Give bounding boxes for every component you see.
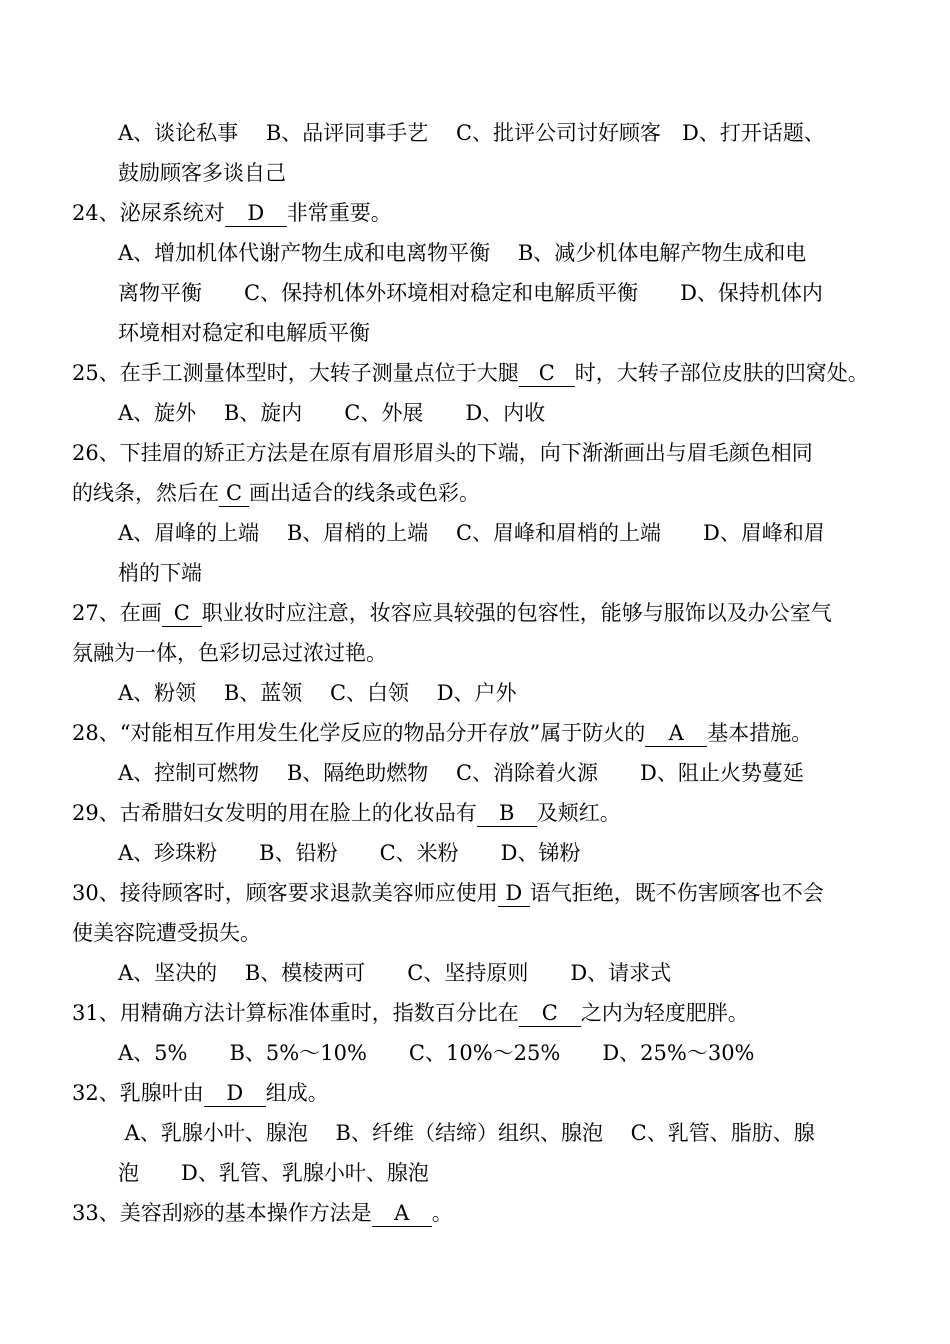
line-text: 梢的下端	[118, 561, 202, 585]
line-text: A、控制可燃物 B、隔绝助燃物 C、消除着火源 D、阻止火势蔓延	[118, 761, 804, 785]
line-text: 语气拒绝，既不伤害顾客也不会	[529, 881, 824, 905]
line-text: 26、下挂眉的矫正方法是在原有眉形眉头的下端，向下渐渐画出与眉毛颜色相同	[72, 441, 813, 465]
line-text: 及颊红。	[536, 801, 621, 825]
text-line	[72, 718, 812, 748]
text-line	[118, 1118, 815, 1148]
text-line	[72, 438, 813, 468]
text-line	[72, 998, 749, 1028]
answer-blank: A	[645, 720, 707, 747]
text-line	[118, 678, 517, 708]
line-text: 28、“对能相互作用发生化学反应的物品分开存放”属于防火的	[72, 721, 646, 745]
line-text: 32、乳腺叶由	[72, 1081, 204, 1105]
answer-blank: B	[477, 800, 537, 827]
line-text: A、增加机体代谢产物生成和电离物平衡 B、减少机体电解产物生成和电	[118, 241, 807, 265]
line-text: 25、在手工测量体型时，大转子测量点位于大腿	[72, 361, 519, 385]
text-line	[72, 638, 387, 668]
line-text: 氛融为一体，色彩切忌过浓过艳。	[72, 641, 387, 665]
line-text: 时，大转子部位皮肤的凹窝处。	[574, 361, 869, 385]
text-line	[118, 758, 804, 788]
text-line	[118, 838, 581, 868]
line-text: 33、美容刮痧的基本操作方法是	[72, 1201, 372, 1225]
line-text: 30、接待顾客时，顾客要求退款美容师应使用	[72, 881, 498, 905]
line-text: 非常重要。	[286, 201, 392, 225]
line-text: 之内为轻度肥胖。	[580, 1001, 749, 1025]
text-line	[72, 358, 869, 388]
text-line	[72, 1198, 453, 1228]
line-text: 离物平衡 C、保持机体外环境相对稳定和电解质平衡 D、保持机体内	[118, 281, 823, 305]
line-text: 组成。	[265, 1081, 329, 1105]
text-line	[118, 958, 671, 988]
line-text: 的线条，然后在	[72, 481, 219, 505]
answer-blank: D	[225, 200, 287, 227]
text-line	[118, 1038, 755, 1068]
line-text: 泡 D、乳管、乳腺小叶、腺泡	[118, 1161, 429, 1185]
line-text: A、5% B、5%～10% C、10%～25% D、25%～30%	[118, 1041, 755, 1065]
text-line	[72, 198, 392, 228]
line-text: 31、用精确方法计算标准体重时，指数百分比在	[72, 1001, 519, 1025]
line-text: A、谈论私事 B、品评同事手艺 C、批评公司讨好顾客 D、打开话题、	[118, 121, 825, 145]
line-text: A、珍珠粉 B、铅粉 C、米粉 D、锑粉	[118, 841, 581, 865]
line-text: A、坚决的 B、模棱两可 C、坚持原则 D、请求式	[118, 961, 672, 985]
line-text: A、粉领 B、蓝领 C、白领 D、户外	[118, 681, 517, 705]
text-line	[118, 318, 370, 348]
line-text: 基本措施。	[707, 721, 813, 745]
text-line	[72, 598, 832, 628]
text-line	[118, 118, 825, 148]
answer-blank: A	[372, 1200, 432, 1227]
line-text: A、旋外 B、旋内 C、外展 D、内收	[118, 401, 546, 425]
text-line	[118, 278, 823, 308]
text-line	[118, 158, 286, 188]
answer-blank: C	[219, 480, 249, 507]
answer-blank: D	[204, 1080, 266, 1107]
line-text: 环境相对稳定和电解质平衡	[118, 321, 370, 345]
line-text: 画出适合的线条或色彩。	[249, 481, 480, 505]
answer-blank: C	[519, 360, 575, 387]
text-line	[118, 518, 825, 548]
answer-blank: C	[162, 600, 202, 627]
line-text: 29、古希腊妇女发明的用在脸上的化妆品有	[72, 801, 477, 825]
line-text: 24、泌尿系统对	[72, 201, 225, 225]
line-text: 27、在画	[72, 601, 162, 625]
text-line	[72, 478, 480, 508]
text-line	[118, 558, 202, 588]
answer-blank: C	[519, 1000, 581, 1027]
line-text: A、乳腺小叶、腺泡 B、纤维（结缔）组织、腺泡 C、乳管、脂肪、腺	[118, 1121, 815, 1145]
text-line	[118, 1158, 429, 1188]
text-line	[72, 878, 824, 908]
line-text: 职业妆时应注意，妆容应具较强的包容性，能够与服饰以及办公室气	[201, 601, 832, 625]
text-line	[72, 798, 621, 828]
text-line	[72, 1078, 329, 1108]
text-line	[118, 398, 545, 428]
line-text: 。	[431, 1201, 453, 1225]
text-line	[72, 918, 261, 948]
answer-blank: D	[498, 880, 530, 907]
line-text: A、眉峰的上端 B、眉梢的上端 C、眉峰和眉梢的上端 D、眉峰和眉	[118, 521, 825, 545]
line-text: 使美容院遭受损失。	[72, 921, 261, 945]
text-line	[118, 238, 806, 268]
line-text: 鼓励顾客多谈自己	[118, 161, 286, 185]
